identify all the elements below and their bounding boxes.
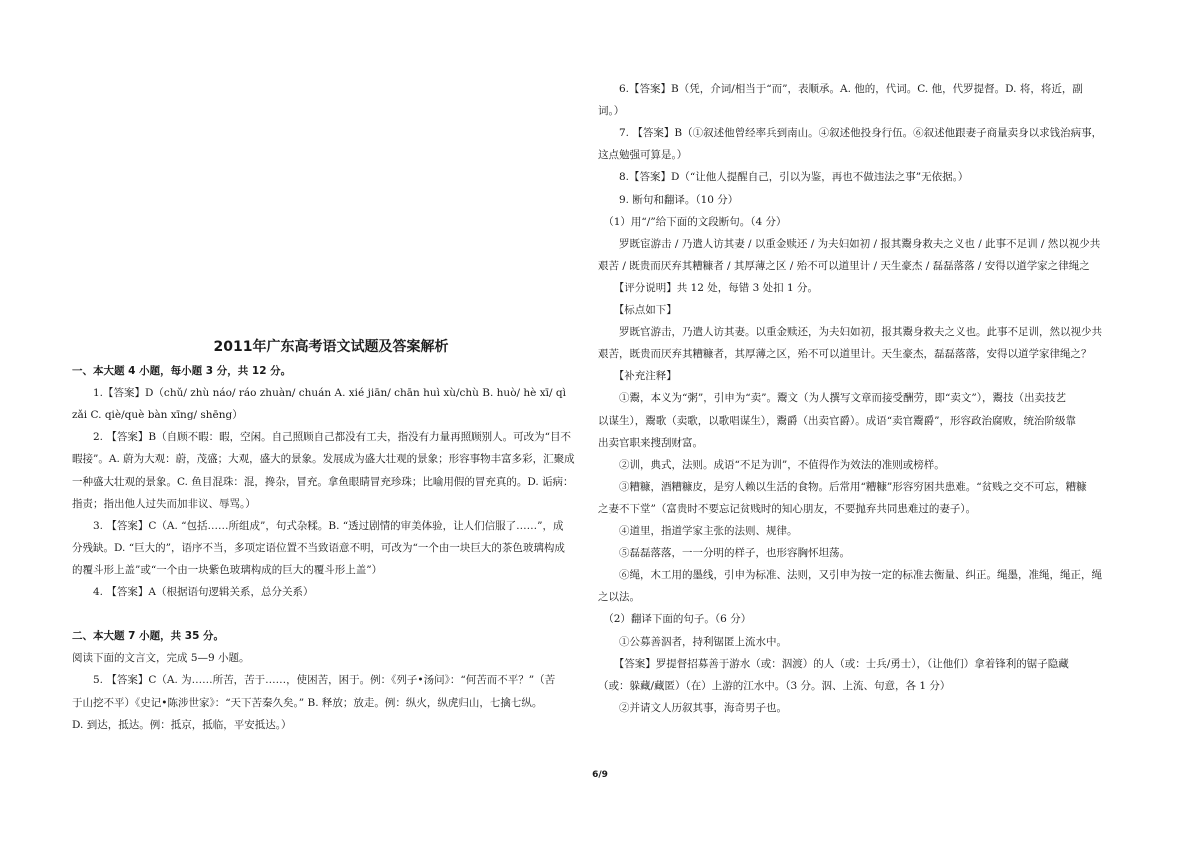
text-line: 阅读下面的文言文，完成 5—9 小题。 bbox=[72, 652, 250, 665]
text-line: 【评分说明】共 12 处，每错 3 处扣 1 分。 bbox=[598, 281, 818, 294]
text-line: 2. 【答案】B（自顾不暇：暇，空闲。自己照顾自己都没有工夫，指没有力量再照顾别人。可改为“目不 bbox=[72, 431, 571, 444]
text-line: 【补充注释】 bbox=[598, 370, 677, 383]
text-line: 之妻不下堂”（富贵时不要忘记贫贱时的知心朋友，不要抛弃共同患难过的妻子）。 bbox=[598, 502, 977, 515]
text-line: 暇接”。A. 蔚为大观：蔚，茂盛；大观，盛大的景象。发展成为盛大壮观的景象；形容事物丰富多彩，汇聚成 bbox=[72, 453, 575, 466]
text-line: 词。） bbox=[598, 105, 625, 118]
text-line: 罗既官游击，乃遣人访其妻。以重金赎还，为夫妇如初，报其鬻身救夫之义也。此事不足训，然以视少共 bbox=[598, 326, 1102, 339]
text-line: ③糟糠，酒糟糠皮，是穷人赖以生活的食物。后常用“糟糠”形容穷困共患难。“贫贱之交不可忘，糟糠 bbox=[598, 480, 1087, 493]
text-line: 分残缺。D. “巨大的”，语序不当，多项定语位置不当致语意不明，可改为“一个由一块巨大的茶色玻璃构成 bbox=[72, 541, 565, 554]
text-line: 【答案】罗提督招募善于游水（或：泅渡）的人（或：士兵/勇士），（让他们）拿着锋利的锯子隐藏 bbox=[598, 657, 1069, 670]
text-line: （1）用“/”给下面的文段断句。（4 分） bbox=[598, 215, 787, 228]
text-line: 1.【答案】D（chǔ/ zhù náo/ ráo zhuàn/ chuán A. xié jiān/ chān huì xù/chù B. huò/ hè xī/ qì bbox=[72, 387, 566, 400]
text-line: 这点勉强可算是。） bbox=[598, 149, 688, 162]
text-line: ⑤磊磊落落，一一分明的样子，也形容胸怀坦荡。 bbox=[598, 547, 850, 560]
page-title: 2011年广东高考语文试题及答案解析 bbox=[213, 339, 449, 355]
text-line: 7. 【答案】B（①叙述他曾经率兵到南山。④叙述他投身行伍。⑥叙述他跟妻子商量卖身以求钱治病事， bbox=[598, 127, 1103, 140]
text-line: ②并请文人历叙其事，海奇男子也。 bbox=[598, 701, 787, 714]
text-line: 6.【答案】B（凭，介词/相当于“而”，表顺承。A. 他的，代词。C. 他，代罗提督。D. 将，将近，副 bbox=[598, 83, 1083, 95]
text-line: 一种盛大壮观的景象。C. 鱼目混珠：混，搀杂，冒充。拿鱼眼睛冒充珍珠；比喻用假的冒充真的。D. 诟病： bbox=[72, 475, 574, 488]
text-line: 5. 【答案】C（A. 为……所苦，苦于……，使困苦，困于。例：《列子•汤问》：“何苦而不平？”（苦 bbox=[72, 674, 556, 687]
text-line: zǎi C. qiè/què bàn xīng/ shēng） bbox=[72, 409, 243, 422]
text-line: D. 到达，抵达。例：抵京，抵临，平安抵达。） bbox=[72, 718, 292, 731]
text-line: （或：躲藏/藏匿）（在）上游的江水中。（3 分。泅、上流、句意，各 1 分） bbox=[598, 679, 951, 692]
text-line: 出卖官职来搜刮财富。 bbox=[598, 436, 703, 449]
text-line: 4. 【答案】A（根据语句逻辑关系，总分关系） bbox=[72, 586, 314, 598]
text-line: 【标点如下】 bbox=[598, 304, 677, 316]
section-heading: 一、本大题 4 小题，每小题 3 分，共 12 分。 bbox=[72, 365, 292, 377]
text-line: 之以法。 bbox=[598, 591, 640, 604]
text-line: 于山挖不平）《史记•陈涉世家》：“天下苦秦久矣。” B. 释放；放走。例：纵火，纵虎归山，七擒七纵。 bbox=[72, 696, 543, 709]
text-line: ①鬻，本义为“粥”，引申为“卖”。鬻文（为人撰写文章而接受酬劳，即“卖文”），鬻技（出卖技艺 bbox=[598, 392, 1066, 405]
section-heading: 二、本大题 7 小题，共 35 分。 bbox=[72, 630, 225, 643]
text-line: 3. 【答案】C（A. “包括……所组成”，句式杂糅。B. “透过剧情的审美体验，让人们信服了……”，成 bbox=[72, 519, 564, 532]
text-line: 艰苦 / 既贵而厌弃其糟糠者 / 其厚薄之区 / 殆不可以道里计 / 天生豪杰 / 磊磊落落 / 安得以道学家之律绳之 bbox=[598, 259, 1090, 272]
text-line: 指责；指出他人过失而加非议、辱骂。） bbox=[72, 497, 256, 510]
page-number: 6/9 bbox=[592, 770, 608, 780]
text-line: ①公募善泅者，持利锯匿上流水中。 bbox=[598, 635, 787, 648]
text-line: 的覆斗形上盖”或“一个由一块紫色玻璃构成的巨大的覆斗形上盖”） bbox=[72, 563, 383, 576]
text-line: 9. 断句和翻译。（10 分） bbox=[598, 193, 739, 206]
text-line: （2）翻译下面的句子。（6 分） bbox=[598, 613, 752, 626]
text-line: ④道里，指道学家主张的法则、规律。 bbox=[598, 525, 798, 537]
text-line: 以谋生），鬻歌（卖歌，以歌唱谋生），鬻爵（出卖官爵）。成语“卖官鬻爵”，形容政治腐败，统治阶级靠 bbox=[598, 414, 1076, 427]
text-line: 艰苦，既贵而厌弃其糟糠者，其厚薄之区，殆不可以道里计。天生豪杰，磊磊落落，安得以道学家律绳之？ bbox=[598, 348, 1092, 361]
text-line: 8.【答案】D（“让他人提醒自己，引以为鉴，再也不做违法之事”无依据。） bbox=[598, 171, 969, 184]
text-line: ⑥绳，木工用的墨线，引申为标准、法则，又引申为按一定的标准去衡量、纠正。绳墨，准绳，绳正，绳 bbox=[598, 569, 1102, 582]
text-line: ②训，典式，法则。成语“不足为训”，不值得作为效法的准则或榜样。 bbox=[598, 458, 945, 471]
text-line: 罗既宦游击 / 乃遣人访其妻 / 以重金赎还 / 为夫妇如初 / 报其鬻身救夫之义也 / 此事不足训 / 然以视少共 bbox=[598, 237, 1101, 250]
